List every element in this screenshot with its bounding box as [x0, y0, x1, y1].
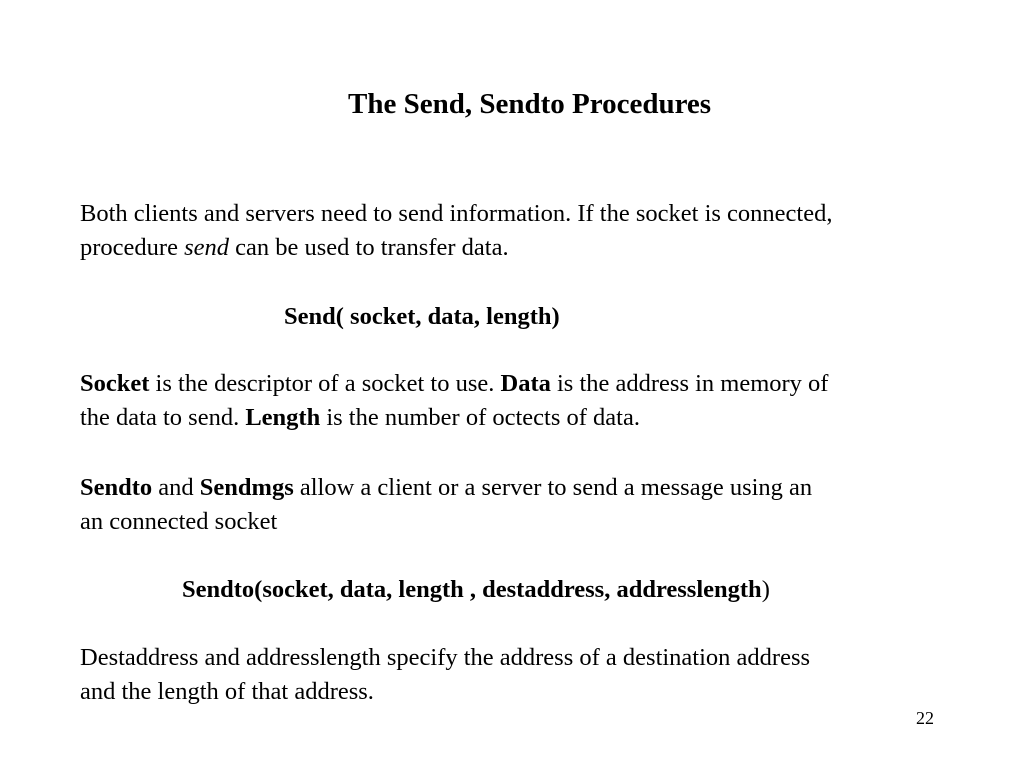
paragraph-send-intro [80, 197, 980, 265]
term-length: Length [245, 404, 321, 431]
paragraph-line [80, 401, 980, 435]
text-run: Destaddress and addresslength specify the address of a destination address [80, 644, 811, 671]
text-run: and [152, 474, 200, 501]
sendto-signature [182, 573, 1024, 607]
paragraph-sendto-intro [80, 471, 980, 539]
text-run: and the length of that address. [80, 678, 374, 705]
paragraph-line [182, 573, 1024, 607]
paragraph-line [80, 641, 980, 675]
emphasis-send: send [184, 234, 229, 261]
paragraph-send-params [80, 367, 980, 435]
paragraph-line [80, 367, 980, 401]
sendto-signature-close: ) [761, 576, 770, 603]
text-run: Both clients and servers need to send information. If the socket is connected, [80, 200, 833, 227]
text-run: is the descriptor of a socket to use. [149, 370, 501, 397]
slide-title: The Send, Sendto Procedures [348, 88, 712, 120]
paragraph-line [80, 231, 980, 265]
page-number: 22 [916, 708, 934, 728]
paragraph-line [80, 505, 980, 539]
sendto-signature-code: Sendto(socket, data, length , destaddress, addresslength [182, 576, 762, 603]
term-socket: Socket [80, 370, 150, 397]
send-signature [284, 300, 1024, 334]
text-run: allow a client or a server to send a message using an [293, 474, 813, 501]
send-signature-close: ) [551, 303, 560, 330]
text-run: the data to send. [80, 404, 246, 431]
text-run: an connected socket [80, 508, 278, 535]
term-sendto: Sendto [80, 474, 153, 501]
term-sendmgs: Sendmgs [199, 474, 294, 501]
text-run: is the address in memory of [550, 370, 829, 397]
text-run: is the number of octects of data. [320, 404, 640, 431]
paragraph-line [80, 471, 980, 505]
paragraph-line [284, 300, 1024, 334]
send-signature-code: Send( socket, data, length [284, 303, 552, 330]
paragraph-destaddress [80, 641, 980, 709]
text-run: procedure [80, 234, 185, 261]
paragraph-line [80, 675, 980, 709]
paragraph-line [80, 197, 980, 231]
term-data: Data [500, 370, 551, 397]
text-run: can be used to transfer data. [229, 234, 509, 261]
